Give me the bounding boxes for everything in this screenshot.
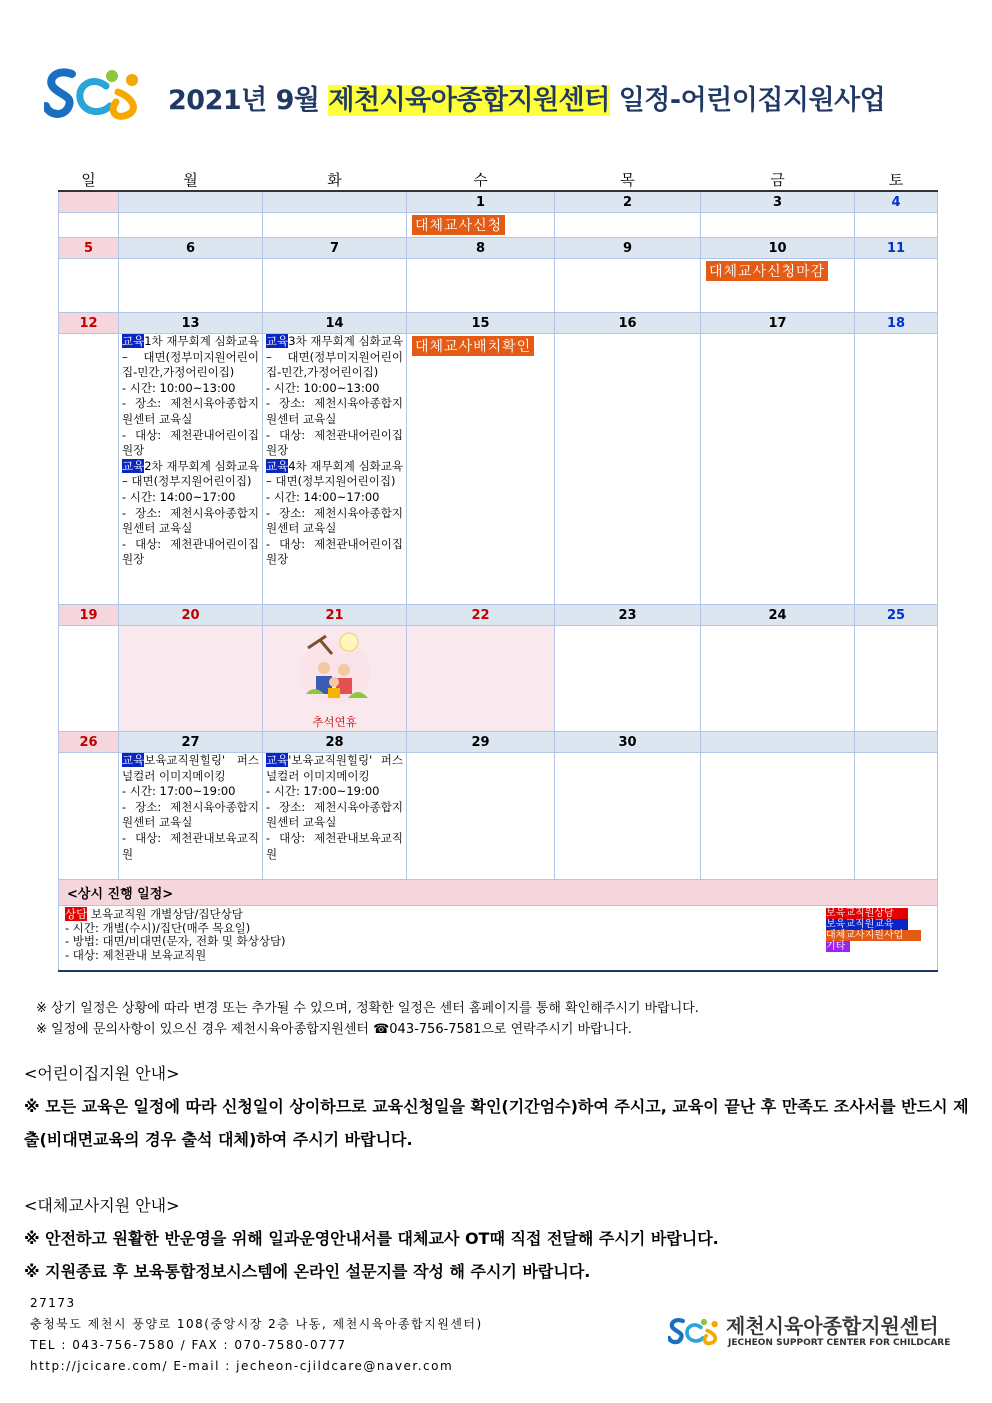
weekday-header-row: [59, 169, 938, 191]
date-cell: 22: [407, 605, 555, 626]
chuseok-holiday: [263, 626, 406, 730]
date-cell: 26: [59, 732, 119, 753]
date-cell: 11: [855, 238, 938, 259]
weekday-label: 토: [855, 169, 938, 191]
date-cell: 28: [263, 732, 407, 753]
date-cell: 10: [701, 238, 855, 259]
guide-paragraph: ※ 지원종료 후 보육통합정보시스템에 온라인 설문지를 작성 해 주시기 바랍니다.: [24, 1262, 591, 1281]
counseling-tag: 상담: [65, 907, 88, 921]
calendar-table: [58, 169, 938, 972]
event-row: [59, 626, 938, 732]
date-cell: 14: [263, 313, 407, 334]
date-cell: 13: [119, 313, 263, 334]
date-cell: [59, 191, 119, 213]
footer-web[interactable]: http://jcicare.com/ E-mail : jecheon-cjildcare@naver.com: [30, 1359, 454, 1373]
schedule-notes: [36, 998, 699, 1040]
date-cell: 12: [59, 313, 119, 334]
date-cell: [119, 191, 263, 213]
permanent-header-row: [59, 880, 938, 906]
education-tag: 교육: [122, 458, 145, 473]
substitute-event: 대체교사신청마감: [706, 261, 828, 281]
note-line: ※ 상기 일정은 상황에 따라 변경 또는 추가될 수 있으며, 정확한 일정은 센터 홈페이지를 통해 확인해주시기 바랍니다.: [36, 1001, 699, 1016]
weekday-label: 금: [701, 169, 855, 191]
date-cell: 15: [407, 313, 555, 334]
date-cell: 3: [701, 191, 855, 213]
date-row: [59, 605, 938, 626]
education-tag: 교육: [266, 334, 289, 348]
permanent-body-row: [59, 906, 938, 972]
guide-section: [24, 1057, 972, 1288]
event-row: [59, 213, 938, 238]
date-row: [59, 238, 938, 259]
date-row: [59, 191, 938, 213]
legend-item: 대체교사지원사업: [826, 930, 921, 941]
date-cell: 16: [555, 313, 701, 334]
date-cell: [855, 732, 938, 753]
event-row: [59, 259, 938, 313]
substitute-event: 대체교사신청: [412, 215, 505, 235]
event-row: [59, 334, 938, 605]
date-cell: 23: [555, 605, 701, 626]
education-event: 교육1차 재무회계 심화교육 – 대면(정부미지원어린이집-민간,가정어린이집) - 시간: 10:00~13:00 - 장소: 제천시육아종합지원센터 교육실 - 대상: 제천관내어린이집원장 교육2차 재무회계 심화교육 – 대면(정부지원어린이집) - 시간: 14:00~17:00 - 장소: 제천시육아종합지원센터 교육실 - 대상: 제천관내어린이집원장: [122, 334, 259, 567]
footer-logo: [668, 1310, 951, 1360]
date-cell: 30: [555, 732, 701, 753]
education-tag: 교육: [266, 753, 289, 767]
weekday-label: 목: [555, 169, 701, 191]
date-cell: 7: [263, 238, 407, 259]
guide-heading: <어린이집지원 안내>: [24, 1064, 180, 1083]
footer-org-english: JECHEON SUPPORT CENTER FOR CHILDCARE: [728, 1338, 951, 1348]
center-logo-icon: [44, 62, 146, 120]
guide-heading: <대체교사지원 안내>: [24, 1196, 180, 1215]
education-event: 교육보육교직원힐링' 퍼스널컬러 이미지메이킹 - 시간: 17:00~19:00 - 장소: 제천시육아종합지원센터 교육실 - 대상: 제천관내보육교직원: [122, 753, 259, 861]
weekday-label: 일: [59, 169, 119, 191]
date-cell: 1: [407, 191, 555, 213]
date-cell: 9: [555, 238, 701, 259]
date-cell: 18: [855, 313, 938, 334]
footer-phone: TEL : 043-756-7580 / FAX : 070-7580-0777: [30, 1338, 347, 1352]
guide-paragraph: ※ 모든 교육은 일정에 따라 신청일이 상이하므로 교육신청일을 확인(기간엄수)하여 주시고, 교육이 끝난 후 만족도 조사서를 반드시 제출(비대면교육의 경우 출석 대체)하여 주시기 바랍니다.: [24, 1097, 969, 1149]
center-logo-icon: [668, 1310, 722, 1350]
note-line: ※ 일정에 문의사항이 있으신 경우 제천시육아종합지원센터 ☎043-756-7581으로 연락주시기 바랍니다.: [36, 1022, 632, 1037]
date-cell: 21: [263, 605, 407, 626]
date-cell: 6: [119, 238, 263, 259]
date-row: [59, 732, 938, 753]
date-cell: 20: [119, 605, 263, 626]
date-cell: [701, 732, 855, 753]
date-cell: 19: [59, 605, 119, 626]
date-cell: 4: [855, 191, 938, 213]
date-cell: 27: [119, 732, 263, 753]
education-event: 교육'보육교직원힐링' 퍼스널컬러 이미지메이킹 - 시간: 17:00~19:00 - 장소: 제천시육아종합지원센터 교육실 - 대상: 제천관내보육교직원: [266, 753, 403, 861]
permanent-header: <상시 진행 일정>: [59, 880, 938, 906]
date-cell: 17: [701, 313, 855, 334]
date-cell: [263, 191, 407, 213]
education-tag: 교육: [122, 753, 145, 767]
weekday-label: 화: [263, 169, 407, 191]
footer-zip: 27173: [30, 1296, 76, 1310]
page-title: 2021년 9월 제천시육아종합지원센터 일정-어린이집지원사업: [168, 85, 886, 116]
legend-item: 보육교직원상담: [826, 908, 908, 919]
education-tag: 교육: [266, 458, 289, 473]
event-row: [59, 753, 938, 880]
weekday-label: 수: [407, 169, 555, 191]
guide-paragraph: ※ 안전하고 원활한 반운영을 위해 일과운영안내서를 대체교사 OT때 직접 전달해 주시기 바랍니다.: [24, 1229, 719, 1248]
date-cell: 29: [407, 732, 555, 753]
date-cell: 25: [855, 605, 938, 626]
date-cell: 2: [555, 191, 701, 213]
date-row: [59, 313, 938, 334]
color-legend: [826, 908, 921, 952]
date-cell: 8: [407, 238, 555, 259]
date-cell: 24: [701, 605, 855, 626]
date-cell: 5: [59, 238, 119, 259]
holiday-label: 추석연휴: [312, 715, 357, 729]
footer-org-name: 제천시육아종합지원센터: [726, 1314, 939, 1338]
legend-item: 보육교직원교육: [826, 919, 908, 930]
chuseok-family-icon: [294, 628, 376, 708]
counseling-item: 상담 보육교직원 개별상담/집단상담 - 시간: 개별(수시)/집단(매주 목요일) - 방법: 대면/비대면(문자, 전화 및 화상상담) - 대상: 제천관내 보육교직원: [65, 907, 286, 962]
footer-contact: [30, 1293, 483, 1377]
title-highlight: 제천시육아종합지원센터: [328, 85, 610, 116]
education-tag: 교육: [122, 334, 145, 348]
education-event: 교육3차 재무회계 심화교육 – 대면(정부미지원어린이집-민간,가정어린이집) - 시간: 10:00~13:00 - 장소: 제천시육아종합지원센터 교육실 - 대상: 제천관내어린이집원장 교육4차 재무회계 심화교육 – 대면(정부지원어린이집) - 시간: 14:00~17:00 - 장소: 제천시육아종합지원센터 교육실 - 대상: 제천관내어린이집원장: [266, 334, 403, 567]
substitute-event: 대체교사배치확인: [412, 336, 534, 356]
legend-item: 기타: [826, 941, 850, 952]
footer-address: 충청북도 제천시 풍양로 108(중앙시장 2층 나동, 제천시육아종합지원센터): [30, 1317, 483, 1331]
weekday-label: 월: [119, 169, 263, 191]
